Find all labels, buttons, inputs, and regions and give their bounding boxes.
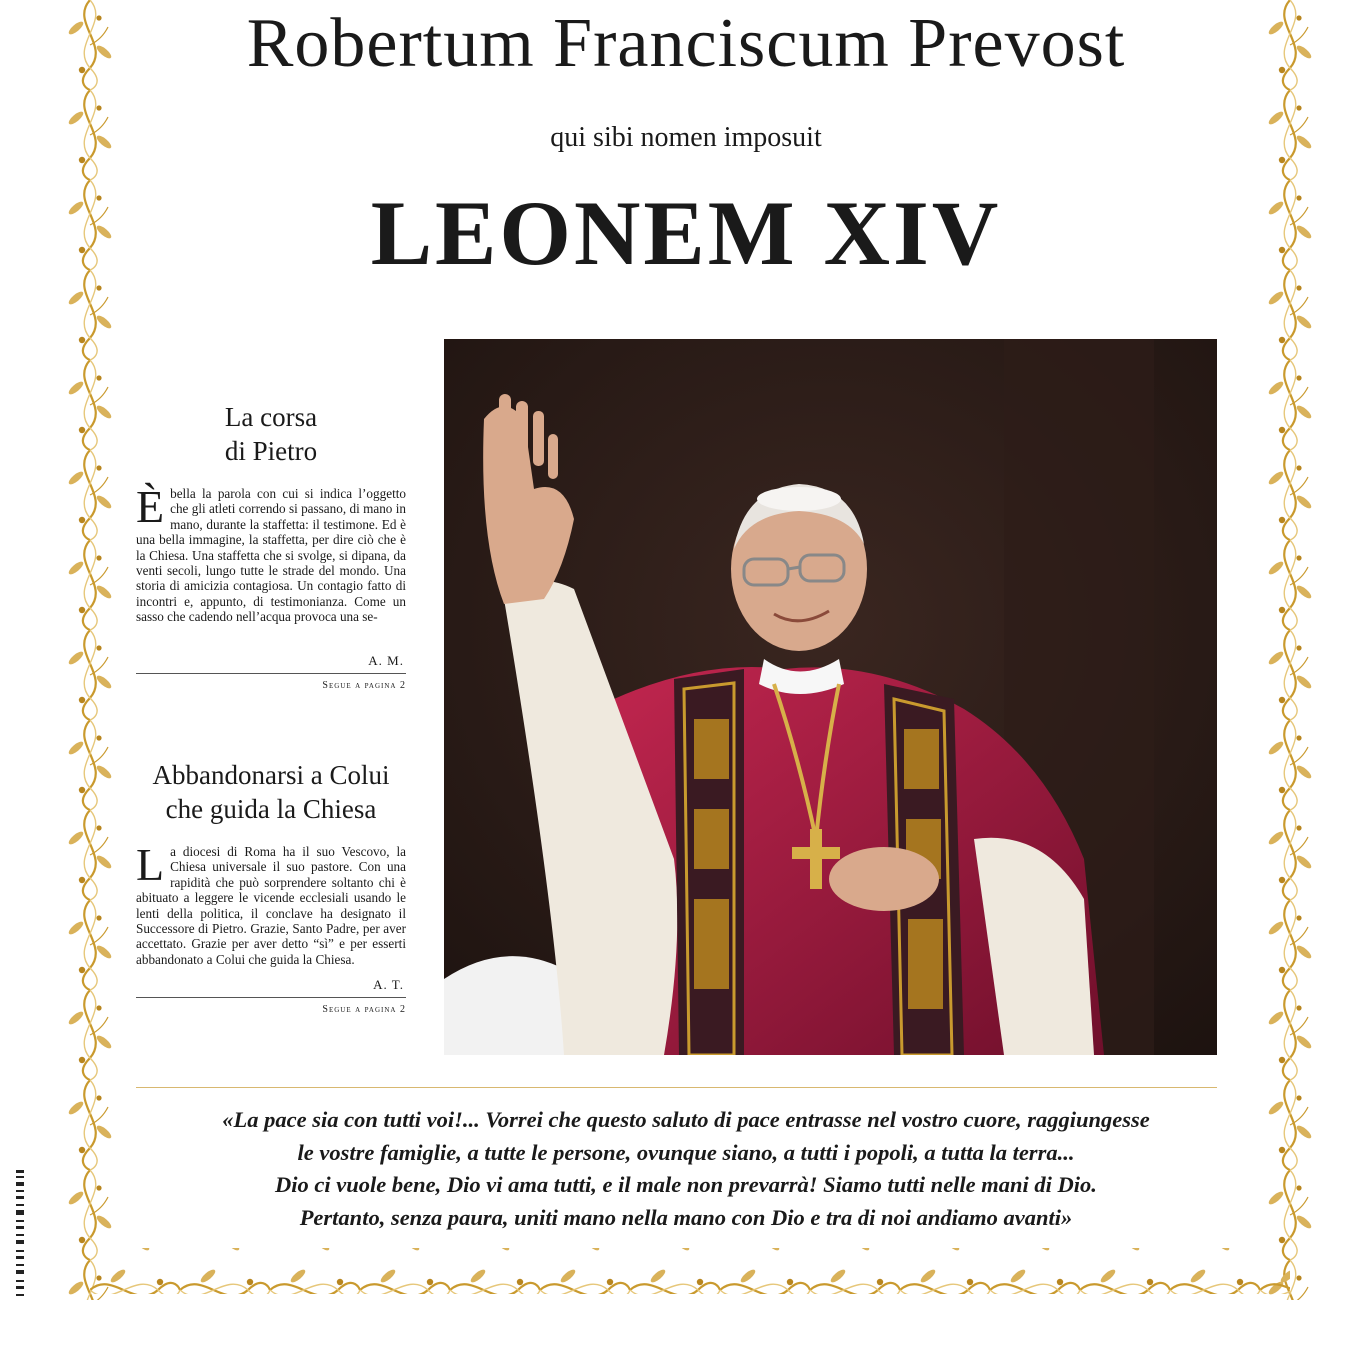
article-signature: A. M. <box>368 652 404 668</box>
article-signature: A. T. <box>373 977 404 993</box>
divider <box>136 673 406 674</box>
article-title <box>136 758 406 826</box>
drop-cap: L <box>136 839 165 890</box>
article-title-line1: La corsa <box>224 402 318 432</box>
barcode <box>16 1170 24 1300</box>
article-text: bella la parola con cui si indica l’oggetto che gli atleti correndo si passano, di mano in mano, durante la staffetta: il testimone. Ed è una bella immagine, la staffetta, per dire ciò che è la Chiesa. Una staffetta che si svolge, si dipana, da venti secoli, lungo tutte le strade del mondo. Una storia di amicizia contagiosa. Un contagio fatto di incontri e, appunto, di testimonianza. Come un sasso che cadendo nell’acqua provoca una se- <box>136 486 406 625</box>
article-title-line2: di Pietro <box>224 436 318 466</box>
headline-name: Robertum Franciscum Prevost <box>246 5 1126 82</box>
bottom-vine-border <box>90 1248 1290 1294</box>
article-body <box>136 839 406 967</box>
article-text: a diocesi di Roma ha il suo Vescovo, la Chiesa universale il suo pastore. Con una rapidità che può sorprendere soltanto chi è abituato a leggere le vicende ecclesiali usando le lenti della politica, il conclave ha designato il Successore di Pietro. Grazie, Santo Padre, per aver accettato. Grazie per aver detto “sì” e per esserti abbandonato a Colui che guida la Chiesa. <box>136 844 406 967</box>
quote-divider <box>136 1087 1217 1088</box>
quote-line: «La pace sia con tutti voi!... Vorrei che questo saluto di pace entrasse nel vostro cuore, raggiungesse <box>222 1107 1150 1132</box>
continued-link[interactable]: Segue a pagina 2 <box>322 679 406 691</box>
article-la-corsa <box>136 400 406 691</box>
article-title-line1: Abbandonarsi a Colui <box>152 760 390 790</box>
papal-name-title: LEONEM XIV <box>370 182 1002 284</box>
quote-line: Pertanto, senza paura, uniti mano nella mano con Dio e tra di noi andiamo avanti» <box>299 1204 1073 1230</box>
article-abbandonarsi <box>136 758 406 1015</box>
quote-line: le vostre famiglie, a tutte le persone, ovunque siano, a tutti i popoli, a tutta la terra... <box>297 1139 1075 1165</box>
pope-quote <box>110 1104 1262 1234</box>
article-body <box>136 481 406 625</box>
divider <box>136 997 406 998</box>
continued-link[interactable]: Segue a pagina 2 <box>322 1004 406 1016</box>
article-title <box>136 400 406 468</box>
quote-line: Dio ci vuole bene, Dio vi ama tutti, e il male non prevarrà! Siamo tutti nelle mani di Dio. <box>275 1172 1097 1197</box>
subheadline: qui sibi nomen imposuit <box>550 122 822 153</box>
article-title-line2: che guida la Chiesa <box>165 794 377 824</box>
drop-cap: È <box>136 481 165 532</box>
pope-photo <box>444 339 1217 1055</box>
